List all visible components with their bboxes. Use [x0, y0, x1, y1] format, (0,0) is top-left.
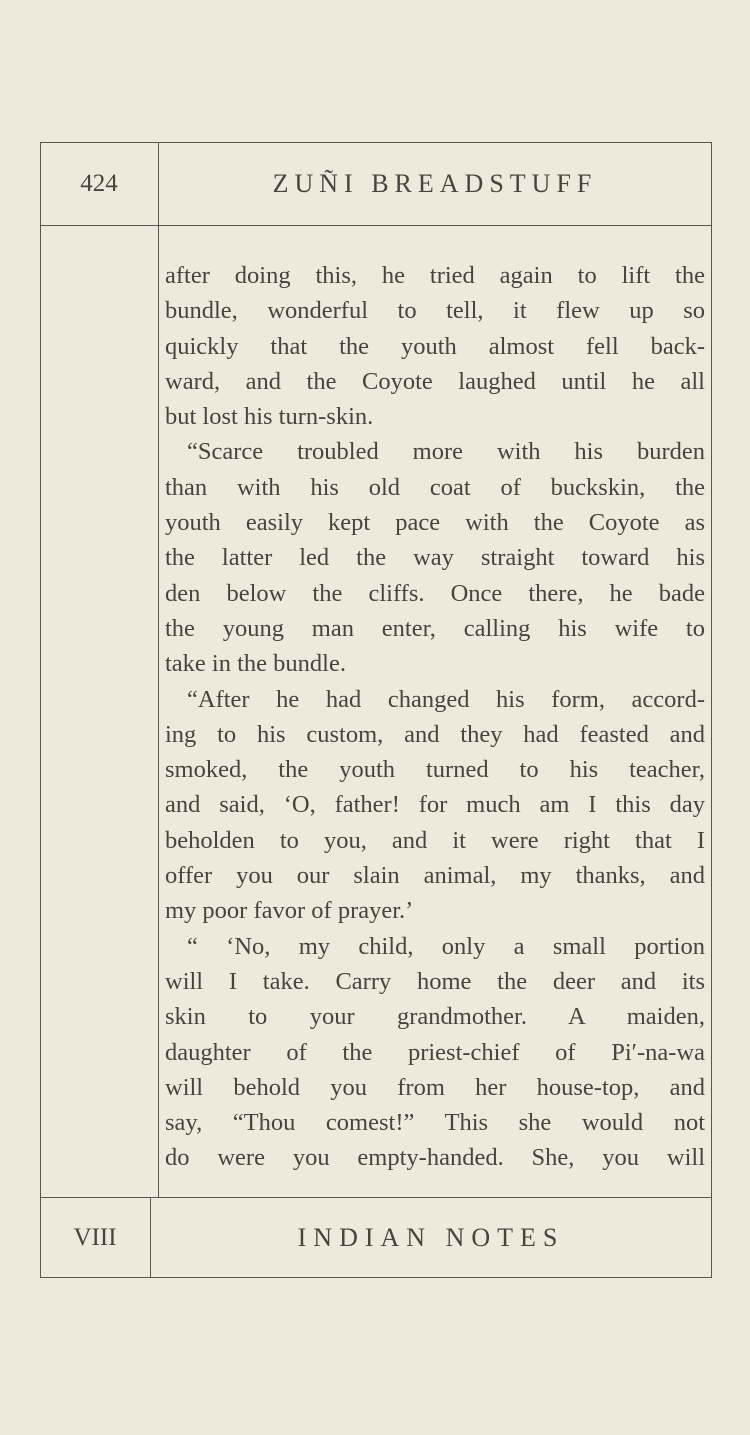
text-line: ward, and the Coyote laughed until he all — [165, 367, 705, 395]
text-line: quickly that the youth almost fell back- — [165, 332, 705, 360]
text-line: “Scarce troubled more with his burden — [187, 438, 705, 466]
text-line: my poor favor of prayer.’ — [165, 897, 414, 925]
text-line: and said, ‘O, father! for much am I this day — [165, 791, 705, 819]
text-line: say, “Thou comest!” This she would not — [165, 1109, 705, 1137]
text-line: smoked, the youth turned to his teacher, — [165, 756, 705, 784]
header-rule — [40, 225, 712, 226]
text-line: den below the cliffs. Once there, he bade — [165, 579, 705, 607]
text-line: do were you empty-handed. She, you will — [165, 1144, 705, 1172]
running-title: ZUÑI BREADSTUFF — [272, 168, 598, 198]
text-line: beholden to you, and it were right that I — [165, 826, 705, 854]
text-line: ing to his custom, and they had feasted and — [165, 720, 705, 748]
text-line: but lost his turn-skin. — [165, 403, 374, 431]
text-line: will behold you from her house-top, and — [165, 1073, 705, 1101]
text-line: the young man enter, calling his wife to — [165, 614, 705, 642]
page-number: 424 — [80, 169, 118, 197]
text-line: youth easily kept pace with the Coyote as — [165, 509, 705, 537]
text-line: bundle, wonderful to tell, it flew up so — [165, 297, 705, 325]
text-line: daughter of the priest-chief of Pi′-na-wa — [165, 1038, 705, 1066]
text-line: “ ‘No, my child, only a small portion — [187, 932, 705, 960]
text-line: “After he had changed his form, accord- — [187, 685, 705, 713]
volume-number: VIII — [73, 1223, 117, 1251]
margin-divider — [158, 225, 159, 1197]
text-line: after doing this, he tried again to lift the — [165, 262, 705, 289]
text-line: will I take. Carry home the deer and its — [165, 967, 705, 995]
text-line: skin to your grandmother. A maiden, — [165, 1003, 705, 1031]
body-text — [165, 258, 705, 1176]
text-line: take in the bundle. — [165, 650, 346, 678]
text-line: offer you our slain animal, my thanks, and — [165, 862, 705, 890]
text-line: the latter led the way straight toward his — [165, 544, 705, 572]
series-title: INDIAN NOTES — [297, 1222, 565, 1252]
text-line: than with his old coat of buckskin, the — [165, 473, 705, 501]
